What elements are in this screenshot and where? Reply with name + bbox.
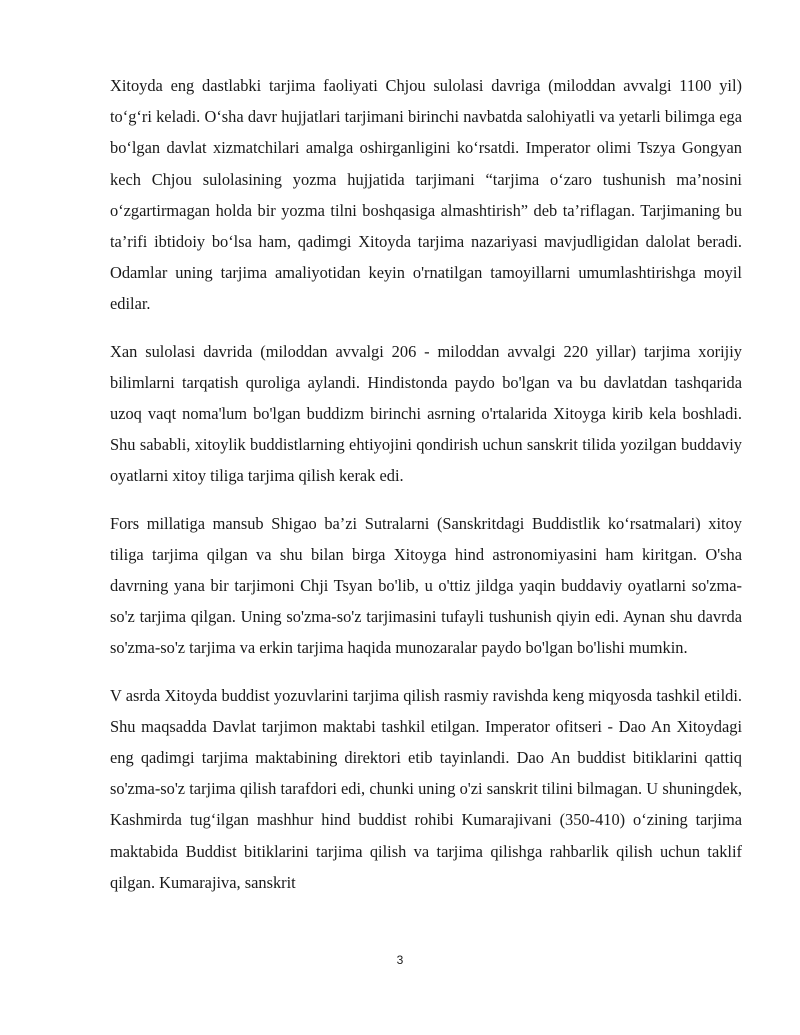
paragraph-fifth-century: V asrda Xitoyda buddist yozuvlarini tarjima qilish rasmiy ravishda keng miqyosda tashkil etildi. Shu maqsadda Davlat tarjimon maktabi tashkil etilgan. Imperator ofitseri - Dao An Xitoydagi eng qadimgi tarjima maktabining direktori etib tayinlandi. Dao An buddist bitiklarini qattiq so'zma-so'z tarjima qilish tarafdori edi, chunki uning o'zi sanskrit tilini bilmagan. U shuningdek, Kashmirda tug‘ilgan mashhur hind buddist rohibi Kumarajivani (350-410) o‘zining tarjima maktabida Buddist bitiklarini tarjima qilish va tarjima qilishga rahbarlik qilish uchun taklif qilgan. Kumarajiva, sanskrit: [110, 685, 742, 892]
page-body: [110, 70, 742, 914]
paragraph-han-dynasty: Xan sulolasi davrida (miloddan avvalgi 206 - miloddan avvalgi 220 yillar) tarjima xorijiy bilimlarni tarqatish quroliga aylandi. Hindistonda paydo bo'lgan va bu davlatdan tashqarida uzoq vaqt noma'lum bo'lgan buddizm birinchi asrning o'rtalarida Xitoyga kirib kela boshladi. Shu sababli, xitoylik buddistlarning ehtiyojini qondirish uchun sanskrit tilida yozilgan buddaviy oyatlarni xitoy tiliga tarjima qilish kerak edi.: [110, 341, 742, 486]
paragraph-zhou-dynasty: Xitoyda eng dastlabki tarjima faoliyati Chjou sulolasi davriga (miloddan avvalgi 1100 yil) to‘g‘ri keladi. O‘sha davr hujjatlari tarjimani birinchi navbatda salohiyatli va yetarli bilimga ega bo‘lgan davlat xizmatchilari amalga oshirganligini ko‘rsatdi. Imperator olimi Tszya Gongyan kech Chjou sulolasining yozma hujjatida tarjimani “tarjima o‘zaro tushunish ma’nosini o‘zgartirmagan holda bir yozma tilni boshqasiga almashtirish” deb ta’riflagan. Tarjimaning bu ta’rifi ibtidoiy bo‘lsa ham, qadimgi Xitoyda tarjima nazariyasi mavjudligidan dalolat beradi. Odamlar uning tarjima amaliyotidan keyin o'rnatilgan tamoyillarni umumlashtirishga moyil edilar.: [110, 76, 742, 314]
page-number: 3: [396, 953, 404, 967]
paragraph-shigao: Fors millatiga mansub Shigao ba’zi Sutralarni (Sanskritdagi Buddistlik ko‘rsatmalari) xitoy tiliga tarjima qilgan va shu bilan birga Xitoyga hind astronomiyasini ham kiritgan. O'sha davrning yana bir tarjimoni Chji Tsyan bo'lib, u o'ttiz jildga yaqin buddaviy oyatlarni so'zma-so'z tarjima qilgan. Uning so'zma-so'z tarjimasini tufayli tushunish qiyin edi. Aynan shu davrda so'zma-so'z tarjima va erkin tarjima haqida munozaralar paydo bo'lgan bo'lishi mumkin.: [110, 513, 742, 658]
